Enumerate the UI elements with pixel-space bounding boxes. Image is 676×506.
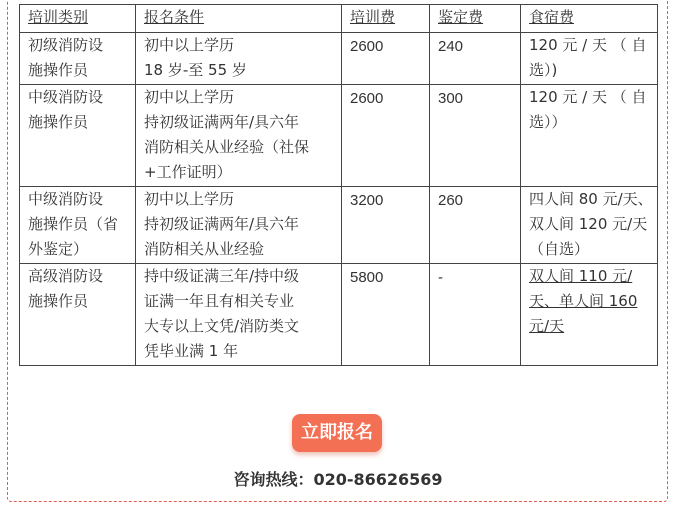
appraisal-fee-cell: 300 <box>430 85 521 187</box>
appraisal-fee-cell: 240 <box>430 33 521 85</box>
training-fee-cell: 3200 <box>342 187 430 264</box>
header-training-fee: 培训费 <box>342 5 430 33</box>
appraisal-fee-cell: - <box>430 264 521 366</box>
table-header-row <box>20 5 658 33</box>
appraisal-fee-cell: 260 <box>430 187 521 264</box>
fee-table <box>19 4 658 366</box>
requirements-cell: 初中以上学历 18 岁-至 55 岁 <box>136 33 342 85</box>
category-cell: 初级消防设 施操作员 <box>20 33 136 85</box>
accommodation-cell: 双人间 110 元/ 天、单人间 160 元/天 <box>521 264 658 366</box>
signup-button[interactable]: 立即报名 <box>292 414 382 452</box>
category-cell: 高级消防设 施操作员 <box>20 264 136 366</box>
training-fee-cell: 2600 <box>342 85 430 187</box>
table-row <box>20 85 658 187</box>
header-accommodation: 食宿费 <box>521 5 658 33</box>
hotline-text: 咨询热线：020-86626569 <box>233 470 443 489</box>
category-cell: 中级消防设 施操作员 <box>20 85 136 187</box>
requirements-cell: 初中以上学历 持初级证满两年/具六年 消防相关从业经验（社保 +工作证明） <box>136 85 342 187</box>
accommodation-cell: 120 元 / 天 （ 自 选）) <box>521 33 658 85</box>
table-row <box>20 187 658 264</box>
training-fee-cell: 5800 <box>342 264 430 366</box>
header-appraisal-fee: 鉴定费 <box>430 5 521 33</box>
requirements-cell: 初中以上学历 持初级证满两年/具六年 消防相关从业经验 <box>136 187 342 264</box>
header-requirements: 报名条件 <box>136 5 342 33</box>
accommodation-cell: 四人间 80 元/天、 双人间 120 元/天 （自选） <box>521 187 658 264</box>
category-cell: 中级消防设 施操作员（省 外鉴定） <box>20 187 136 264</box>
header-category: 培训类别 <box>20 5 136 33</box>
requirements-cell: 持中级证满三年/持中级 证满一年且有相关专业 大专以上文凭/消防类文 凭毕业满 1 年 <box>136 264 342 366</box>
table-row <box>20 264 658 366</box>
training-fee-cell: 2600 <box>342 33 430 85</box>
table-row <box>20 33 658 85</box>
accommodation-cell: 120 元 / 天 （ 自 选）） <box>521 85 658 187</box>
